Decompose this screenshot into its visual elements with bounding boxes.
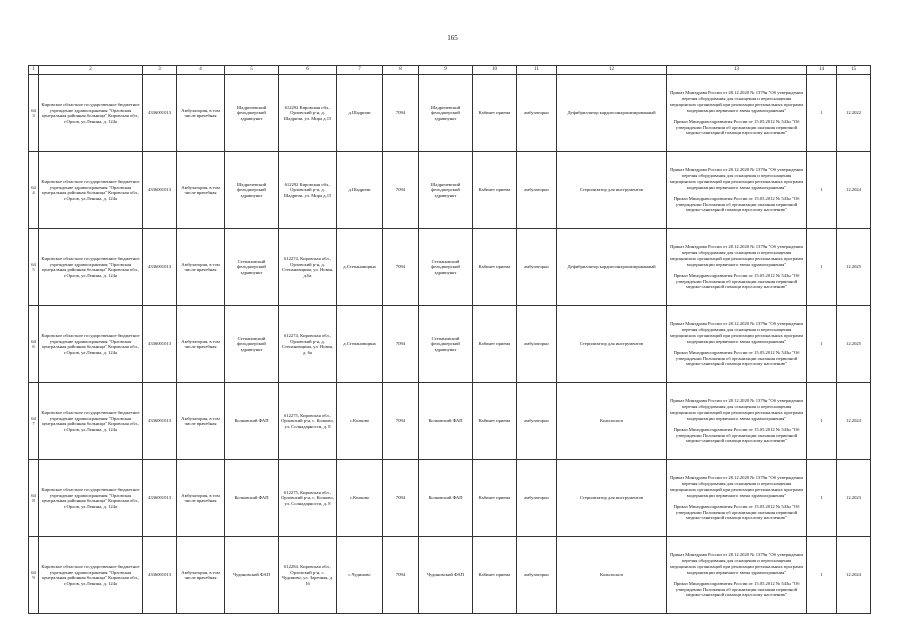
quantity-cell: 1 — [807, 306, 837, 383]
unit-cell: Чудиновский ФАП — [225, 537, 279, 614]
equipment-table — [28, 65, 871, 614]
inn-cell: 4336001013 — [143, 537, 177, 614]
facility-type-cell: Амбулатория, в том числе врачебная — [177, 306, 225, 383]
locality-cell: с.Колково — [337, 460, 383, 537]
unit-cell: Шадричевский фельдшерский здравпункт — [225, 152, 279, 229]
header-cell: 2 — [39, 66, 143, 75]
table-row — [29, 537, 871, 614]
header-cell: 7 — [337, 66, 383, 75]
subdivision-cell: Степановский фельдшерский здравпункт — [419, 306, 473, 383]
quantity-cell: 1 — [807, 383, 837, 460]
code-cell: 7094 — [383, 306, 419, 383]
room-cell: Кабинет приема — [473, 383, 517, 460]
subdivision-cell: Шадричевский фельдшерский здравпункт — [419, 152, 473, 229]
row-number-cell: 648 — [29, 460, 39, 537]
room-cell: Кабинет приема — [473, 306, 517, 383]
date-cell: 12.2023 — [837, 460, 871, 537]
date-cell: 12.2024 — [837, 383, 871, 460]
address-cell: 612274, Кировская обл., Орловский р-н, д. Степановщина, ул. Новая, д. 6а — [279, 306, 337, 383]
inn-cell: 4336001013 — [143, 229, 177, 306]
organization-cell: Кировское областное государственное бюджетное учреждение здравоохранения "Орловская центральная районная больница" Кировская обл., г.Орлов, ул.Ленина, д. 124а — [39, 537, 143, 614]
organization-cell: Кировское областное государственное бюджетное учреждение здравоохранения "Орловская центральная районная больница" Кировская обл., г.Орлов, ул.Ленина, д. 124а — [39, 152, 143, 229]
address-cell: 612284, Кировская обл., Орловский р-н, с. Чудиново, ул. Заречная, д. 16 — [279, 537, 337, 614]
table-row — [29, 306, 871, 383]
header-cell: 8 — [383, 66, 419, 75]
code-cell: 7094 — [383, 75, 419, 152]
room-cell: Кабинет приема — [473, 537, 517, 614]
date-cell: 12.2025 — [837, 306, 871, 383]
code-cell: 7094 — [383, 383, 419, 460]
equipment-cell: Дефибриллятор кардиосинхронизированный — [557, 75, 667, 152]
subdivision-cell: Колковский ФАП — [419, 460, 473, 537]
row-number-cell: 644 — [29, 152, 39, 229]
quantity-cell: 1 — [807, 152, 837, 229]
locality-cell: д.Степановщина — [337, 306, 383, 383]
code-cell: 7094 — [383, 460, 419, 537]
header-cell: 10 — [473, 66, 517, 75]
quantity-cell: 1 — [807, 229, 837, 306]
care-mode-cell: амбулаторно — [517, 460, 557, 537]
organization-cell: Кировское областное государственное бюджетное учреждение здравоохранения "Орловская центральная районная больница" Кировская обл., г.Орлов, ул.Ленина, д. 124а — [39, 460, 143, 537]
care-mode-cell: амбулаторно — [517, 306, 557, 383]
date-cell: 12.2022 — [837, 75, 871, 152]
unit-cell: Колковский ФАП — [225, 383, 279, 460]
inn-cell: 4336001013 — [143, 306, 177, 383]
quantity-cell: 1 — [807, 460, 837, 537]
room-cell: Кабинет приема — [473, 460, 517, 537]
address-cell: 612292 Кировская обл., Орловский р-н, д. Шадричи, ул. Мира д.15 — [279, 75, 337, 152]
header-cell: 4 — [177, 66, 225, 75]
facility-type-cell: Амбулатория, в том числе врачебная — [177, 537, 225, 614]
date-cell: 12.2025 — [837, 229, 871, 306]
equipment-cell: Дефибриллятор кардиосинхронизированный — [557, 229, 667, 306]
header-cell: 9 — [419, 66, 473, 75]
date-cell: 12.2024 — [837, 537, 871, 614]
row-number-cell: 649 — [29, 537, 39, 614]
table-row — [29, 229, 871, 306]
code-cell: 7094 — [383, 229, 419, 306]
header-cell: 15 — [837, 66, 871, 75]
header-cell: 12 — [557, 66, 667, 75]
care-mode-cell: амбулаторно — [517, 537, 557, 614]
facility-type-cell: Амбулатория, в том числе врачебная — [177, 75, 225, 152]
subdivision-cell: Шадричевский фельдшерский здравпункт — [419, 75, 473, 152]
equipment-cell: Стерилизатор для инструментов — [557, 460, 667, 537]
facility-type-cell: Амбулатория, в том числе врачебная — [177, 383, 225, 460]
header-cell: 3 — [143, 66, 177, 75]
header-cell: 6 — [279, 66, 337, 75]
legal-basis-cell: Приказ Минздрава России от 28.12.2020 № 1379н "Об утверждении перечня оборудования для оснащения и переоснащения медицинских организаций при реализации региональных программ модернизации первичного звена здравоохранения" Приказ Минздравсоцразвития России от 15.05.2012 № 543н "Об утверждении Положения об организации оказания первичной медико-санитарной помощи взрослому населению" — [667, 537, 807, 614]
legal-basis-cell: Приказ Минздрава России от 28.12.2020 № 1379н "Об утверждении перечня оборудования для оснащения и переоснащения медицинских организаций при реализации региональных программ модернизации первичного звена здравоохранения" Приказ Минздравсоцразвития России от 15.05.2012 № 543н "Об утверждении Положения об организации оказания первичной медико-санитарной помощи взрослому населению" — [667, 383, 807, 460]
row-number-cell: 646 — [29, 306, 39, 383]
subdivision-cell: Степановский фельдшерский здравпункт — [419, 229, 473, 306]
locality-cell: с.Чудиново — [337, 537, 383, 614]
unit-cell: Степановский фельдшерский здравпункт — [225, 306, 279, 383]
page-number: 165 — [447, 34, 458, 42]
table-row — [29, 75, 871, 152]
row-number-cell: 645 — [29, 229, 39, 306]
address-cell: 612274, Кировская обл., Орловский р-н, д. Степановщина, ул. Новая, д.6а — [279, 229, 337, 306]
equipment-cell: Кольпоскоп — [557, 383, 667, 460]
unit-cell: Степановский фельдшерский здравпункт — [225, 229, 279, 306]
equipment-cell: Стерилизатор для инструментов — [557, 152, 667, 229]
locality-cell: с.Колково — [337, 383, 383, 460]
header-cell: 13 — [667, 66, 807, 75]
inn-cell: 4336001013 — [143, 383, 177, 460]
locality-cell: д.Шадричи — [337, 152, 383, 229]
header-cell: 14 — [807, 66, 837, 75]
care-mode-cell: амбулаторно — [517, 75, 557, 152]
care-mode-cell: амбулаторно — [517, 152, 557, 229]
unit-cell: Шадричевский фельдшерский здравпункт — [225, 75, 279, 152]
header-row — [29, 66, 871, 75]
date-cell: 12.2024 — [837, 152, 871, 229]
code-cell: 7094 — [383, 152, 419, 229]
inn-cell: 4336001013 — [143, 152, 177, 229]
organization-cell: Кировское областное государственное бюджетное учреждение здравоохранения "Орловская центральная районная больница" Кировская обл., г.Орлов, ул.Ленина, д. 124а — [39, 306, 143, 383]
inn-cell: 4336001013 — [143, 75, 177, 152]
code-cell: 7094 — [383, 537, 419, 614]
locality-cell: д.Шадричи — [337, 75, 383, 152]
table-row — [29, 152, 871, 229]
legal-basis-cell: Приказ Минздрава России от 28.12.2020 № 1379н "Об утверждении перечня оборудования для оснащения и переоснащения медицинских организаций при реализации региональных программ модернизации первичного звена здравоохранения" Приказ Минздравсоцразвития России от 15.05.2012 № 543н "Об утверждении Положения об организации оказания первичной медико-санитарной помощи взрослому населению" — [667, 306, 807, 383]
unit-cell: Колковский ФАП — [225, 460, 279, 537]
header-cell: 11 — [517, 66, 557, 75]
legal-basis-cell: Приказ Минздрава России от 28.12.2020 № 1379н "Об утверждении перечня оборудования для оснащения и переоснащения медицинских организаций при реализации региональных программ модернизации первичного звена здравоохранения" Приказ Минздравсоцразвития России от 15.05.2012 № 543н "Об утверждении Положения об организации оказания первичной медико-санитарной помощи взрослому населению" — [667, 460, 807, 537]
header-cell: 1 — [29, 66, 39, 75]
legal-basis-cell: Приказ Минздрава России от 28.12.2020 № 1379н "Об утверждении перечня оборудования для оснащения и переоснащения медицинских организаций при реализации региональных программ модернизации первичного звена здравоохранения" Приказ Минздравсоцразвития России от 15.05.2012 № 543н "Об утверждении Положения об организации оказания первичной медико-санитарной помощи взрослому населению" — [667, 152, 807, 229]
locality-cell: д.Степановщина — [337, 229, 383, 306]
facility-type-cell: Амбулатория, в том числе врачебная — [177, 460, 225, 537]
inn-cell: 4336001013 — [143, 460, 177, 537]
header-cell: 5 — [225, 66, 279, 75]
facility-type-cell: Амбулатория, в том числе врачебная — [177, 229, 225, 306]
legal-basis-cell: Приказ Минздрава России от 28.12.2020 № 1379н "Об утверждении перечня оборудования для оснащения и переоснащения медицинских организаций при реализации региональных программ модернизации первичного звена здравоохранения" Приказ Минздравсоцразвития России от 15.05.2012 № 543н "Об утверждении Положения об организации оказания первичной медико-санитарной помощи взрослому населению" — [667, 229, 807, 306]
organization-cell: Кировское областное государственное бюджетное учреждение здравоохранения "Орловская центральная районная больница" Кировская обл., г.Орлов, ул.Ленина, д. 124а — [39, 75, 143, 152]
address-cell: 612275, Кировская обл., Орловский р-н, с. Колково, ул. Солнадарности, д. 8 — [279, 460, 337, 537]
row-number-cell: 643 — [29, 75, 39, 152]
organization-cell: Кировское областное государственное бюджетное учреждение здравоохранения "Орловская центральная районная больница" Кировская обл., г.Орлов, ул.Ленина, д. 124а — [39, 383, 143, 460]
equipment-cell: Стерилизатор для инструментов — [557, 306, 667, 383]
equipment-cell: Кольпоскоп — [557, 537, 667, 614]
organization-cell: Кировское областное государственное бюджетное учреждение здравоохранения "Орловская центральная районная больница" Кировская обл., г.Орлов, ул.Ленина, д. 124а — [39, 229, 143, 306]
room-cell: Кабинет приема — [473, 229, 517, 306]
facility-type-cell: Амбулатория, в том числе врачебная — [177, 152, 225, 229]
care-mode-cell: амбулаторно — [517, 229, 557, 306]
room-cell: Кабинет приема — [473, 152, 517, 229]
table-row — [29, 460, 871, 537]
subdivision-cell: Чудиновский ФАП — [419, 537, 473, 614]
address-cell: 612292 Кировская обл., Орловский р-н, д. Шадричи, ул. Мира д.15 — [279, 152, 337, 229]
table-row — [29, 383, 871, 460]
care-mode-cell: амбулаторно — [517, 383, 557, 460]
subdivision-cell: Колковский ФАП — [419, 383, 473, 460]
legal-basis-cell: Приказ Минздрава России от 28.12.2020 № 1379н "Об утверждении перечня оборудования для оснащения и переоснащения медицинских организаций при реализации региональных программ модернизации первичного звена здравоохранения" Приказ Минздравсоцразвития России от 15.05.2012 № 543н "Об утверждении Положения об организации оказания первичной медико-санитарной помощи взрослому населению" — [667, 75, 807, 152]
quantity-cell: 1 — [807, 537, 837, 614]
address-cell: 612275, Кировская обл., Орловский р-н, с. Колково, ул. Солнадарности, д. 8 — [279, 383, 337, 460]
room-cell: Кабинет приема — [473, 75, 517, 152]
quantity-cell: 1 — [807, 75, 837, 152]
row-number-cell: 647 — [29, 383, 39, 460]
